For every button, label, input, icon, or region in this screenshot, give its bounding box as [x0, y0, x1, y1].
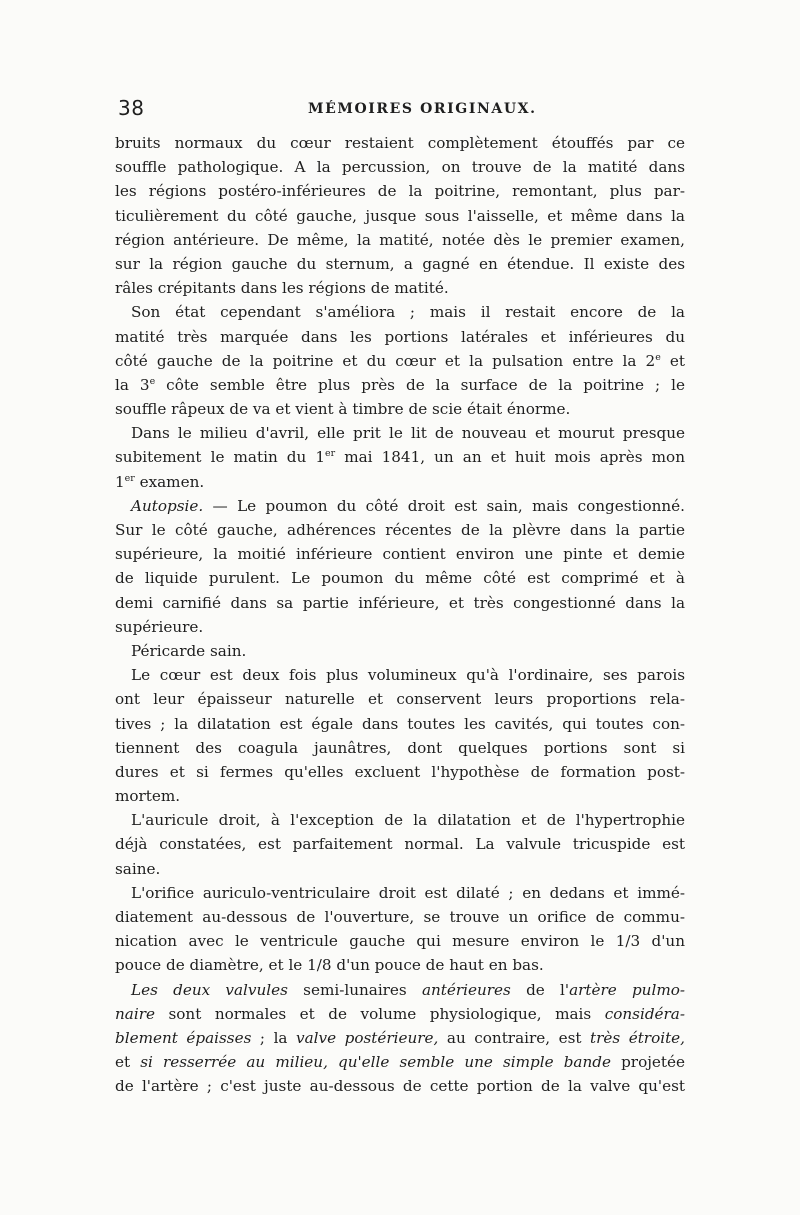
- text-line: de liquide purulent. Le poumon du même côté est comprimé et à: [115, 569, 685, 588]
- text-line: les régions postéro-inférieures de la poitrine, remontant, plus par-: [115, 182, 685, 201]
- text-line: de l'artère ; c'est juste au-dessous de cette portion de la valve qu'est: [115, 1077, 685, 1096]
- line-text: ; la: [251, 1028, 297, 1047]
- text-line: bruits normaux du cœur restaient complètement étouffés par ce: [115, 134, 685, 152]
- line-text: projetée: [610, 1053, 685, 1072]
- text-line: [115, 1002, 685, 1026]
- superscript: er: [325, 448, 336, 460]
- line-text-italic: si resserrée au milieu, qu'elle semble une simple bande: [130, 1053, 611, 1072]
- line-text-italic: naire: [115, 1004, 155, 1023]
- paragraph: [115, 808, 685, 881]
- line-text: subitement le matin du 1: [115, 448, 326, 467]
- line-text: — Le poumon du côté droit est sain, mais congestionné.: [203, 496, 685, 515]
- paragraph: [115, 881, 685, 978]
- paragraph: [115, 300, 685, 421]
- text-line: [115, 349, 685, 373]
- line-text: et: [660, 351, 686, 370]
- text-line: râles crépitants dans les régions de matité.: [115, 279, 449, 298]
- line-text-italic: très étroite,: [590, 1028, 685, 1047]
- text-line: Péricarde sain.: [131, 641, 247, 660]
- text-line: Le cœur est deux fois plus volumineux qu'à l'ordinaire, ses parois: [131, 666, 685, 685]
- text-line: tiennent des coagula jaunâtres, dont quelques portions sont si: [115, 738, 685, 757]
- text-line: [115, 494, 685, 518]
- text-line: Sur le côté gauche, adhérences récentes de la plèvre dans la partie: [115, 521, 685, 539]
- page-header: [118, 96, 688, 126]
- text-line: [115, 445, 685, 469]
- text-line: diatement au-dessous de l'ouverture, se trouve un orifice de commu-: [115, 908, 685, 926]
- line-text-italic: blement épaisses: [115, 1028, 252, 1047]
- text-line: supérieure.: [115, 617, 204, 636]
- superscript: e: [655, 351, 661, 363]
- section-heading-italic: Autopsie.: [131, 496, 204, 515]
- text-line: [115, 978, 685, 1002]
- text-line: supérieure, la moitié inférieure contient environ une pinte et demie: [115, 545, 685, 564]
- paragraph: [115, 978, 685, 1099]
- text-line: tives ; la dilatation est égale dans toutes les cavités, qui toutes con-: [115, 714, 685, 733]
- line-text: la 3: [115, 375, 150, 394]
- paragraph: [115, 663, 685, 808]
- superscript: e: [149, 375, 156, 387]
- text-line: matité très marquée dans les portions latérales et inférieures du: [115, 327, 685, 346]
- line-text-italic: Les deux valvules: [131, 980, 288, 999]
- text-line: demi carnifié dans sa partie inférieure, et très congestionné dans la: [115, 593, 685, 612]
- line-text-italic: antérieures: [421, 980, 511, 999]
- text-line: [115, 1050, 685, 1074]
- running-head: MÉMOIRES ORIGINAUX.: [308, 101, 537, 117]
- line-text: côte semble être plus près de la surface de la poitrine ; le: [155, 375, 685, 394]
- text-line: ticulièrement du côté gauche, jusque sous l'aisselle, et même dans la: [115, 206, 685, 225]
- page-body: [115, 131, 685, 1099]
- line-text: semi-lunaires: [287, 980, 422, 999]
- line-text: mai 1841, un an et huit mois après mon: [335, 448, 685, 467]
- text-line: dures et si fermes qu'elles excluent l'hypothèse de formation post-: [115, 762, 685, 781]
- text-line: L'orifice auriculo-ventriculaire droit est dilaté ; en dedans et immé-: [131, 883, 685, 902]
- text-line: ont leur épaisseur naturelle et conservent leurs proportions rela-: [115, 690, 685, 709]
- line-text-italic: considéra-: [604, 1004, 685, 1023]
- line-text-italic: valve postérieure,: [296, 1028, 439, 1047]
- text-line: pouce de diamètre, et le 1/8 d'un pouce de haut en bas.: [115, 956, 544, 975]
- text-line: souffle râpeux de va et vient à timbre de scie était énorme.: [115, 400, 571, 419]
- text-line: déjà constatées, est parfaitement normal. La valvule tricuspide est: [115, 835, 685, 854]
- line-text: au contraire, est: [438, 1028, 591, 1047]
- line-text: de l': [510, 980, 570, 999]
- text-line: région antérieure. De même, la matité, notée dès le premier examen,: [115, 230, 685, 249]
- paragraph: [115, 131, 685, 300]
- paragraph: [115, 494, 685, 639]
- line-text: sont normales et de volume physiologique, mais: [154, 1004, 605, 1023]
- text-line: nication avec le ventricule gauche qui mesure environ le 1/3 d'un: [115, 932, 685, 951]
- line-text: côté gauche de la poitrine et du cœur et la pulsation entre la 2: [115, 351, 656, 370]
- line-text-italic: artère pulmo-: [569, 980, 685, 999]
- paragraph: [115, 639, 685, 663]
- text-line: [115, 1026, 685, 1050]
- text-line: Dans le milieu d'avril, elle prit le lit de nouveau et mourut presque: [131, 424, 685, 443]
- text-line: [115, 470, 685, 494]
- superscript: er: [124, 472, 135, 484]
- text-line: [115, 373, 685, 397]
- line-text: et: [115, 1053, 131, 1072]
- text-line: sur la région gauche du sternum, a gagné en étendue. Il existe des: [115, 254, 685, 273]
- line-text: 1: [115, 472, 125, 491]
- page-number: 38: [118, 96, 145, 120]
- text-line: mortem.: [115, 787, 181, 806]
- line-text: examen.: [134, 472, 205, 491]
- text-line: souffle pathologique. A la percussion, on trouve de la matité dans: [115, 158, 685, 177]
- text-line: L'auricule droit, à l'exception de la dilatation et de l'hypertrophie: [131, 811, 685, 830]
- paragraph: [115, 421, 685, 494]
- text-line: saine.: [115, 859, 161, 878]
- text-line: Son état cependant s'améliora ; mais il restait encore de la: [131, 303, 685, 322]
